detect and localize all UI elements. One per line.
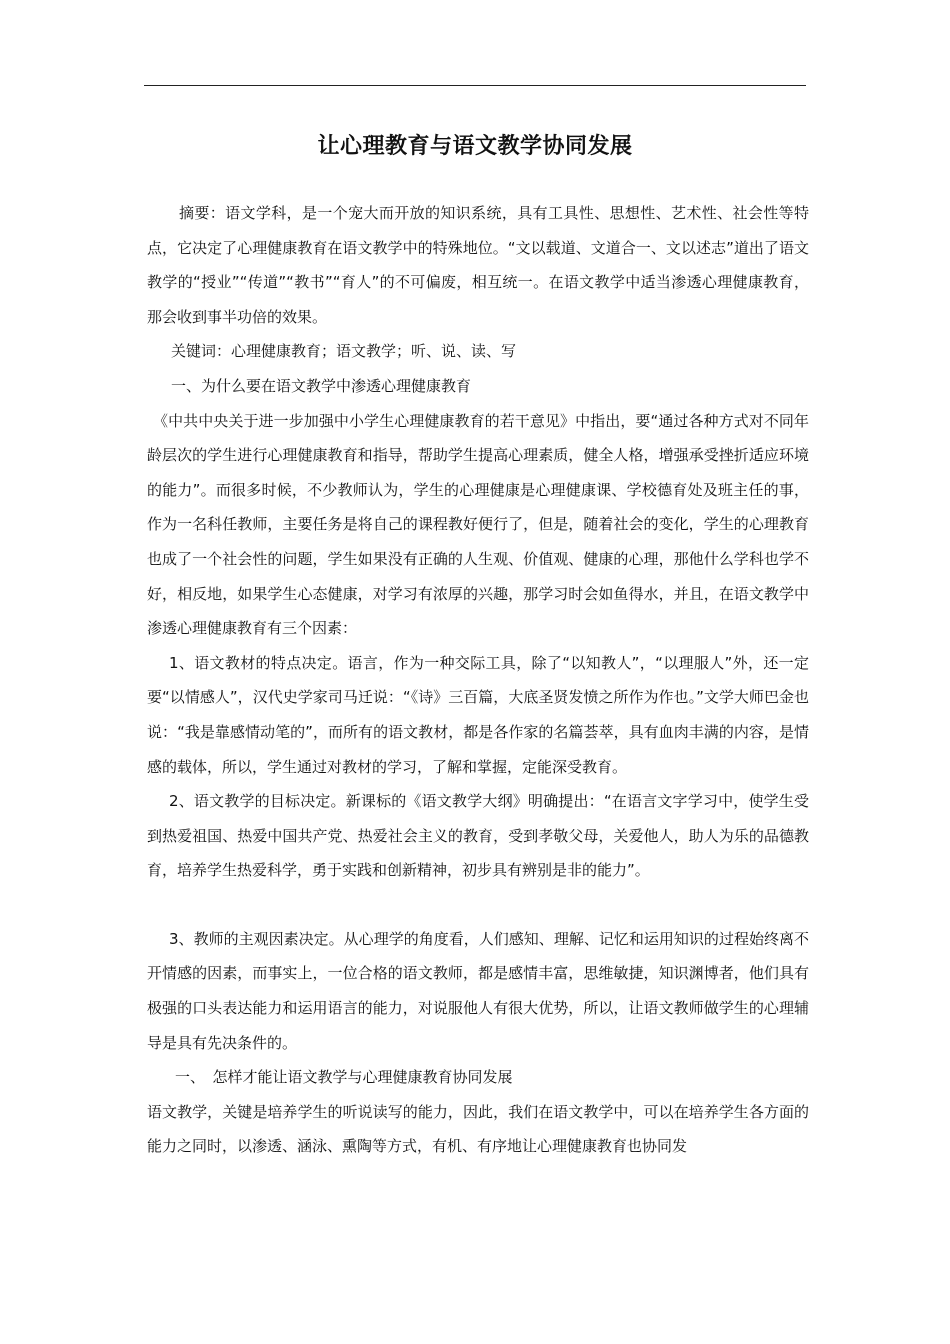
factor-1-paragraph: 1、语文教材的特点决定。语言，作为一种交际工具，除了“以知教人”，“以理服人”外，还一定要“以情感人”，汉代史学家司马迁说：“《诗》三百篇，大底圣贤发愤之所作为作也。”文学大师巴金也说：“我是靠感情动笔的”，而所有的语文教材，都是各作家的名篇荟萃，具有血肉丰满的内容，是情感的载体，所以，学生通过对教材的学习，了解和掌握，定能深受教育。 [147, 653, 809, 776]
document-body [147, 196, 809, 1164]
abstract-paragraph: 摘要：语文学科，是一个宠大而开放的知识系统，具有工具性、思想性、艺术性、社会性等特点，它决定了心理健康教育在语文教学中的特殊地位。“文以载道、文道合一、文以述志”道出了语文教学的“授业”“传道”“教书”“育人”的不可偏废，相互统一。在语文教学中适当渗透心理健康教育，那会收到事半功倍的效果。 [147, 204, 809, 326]
keywords-paragraph: 关键词：心理健康教育；语文教学；听、说、读、写 [171, 342, 517, 361]
section-2-body: 语文教学，关键是培养学生的听说读写的能力，因此，我们在语文教学中，可以在培养学生各方面的能力之同时，以渗透、涵泳、熏陶等方式，有机、有序地让心理健康教育也协同发 [147, 1102, 809, 1156]
header-rule [144, 85, 806, 86]
factor-2-paragraph: 2、语文教学的目标决定。新课标的《语文教学大纲》明确提出：“在语言文字学习中，使学生受到热爱祖国、热爱中国共产党、热爱社会主义的教育，受到孝敬父母，关爱他人，助人为乐的品德教育，培养学生热爱科学，勇于实践和创新精神，初步具有辨别是非的能力”。 [147, 792, 809, 880]
factor-3-paragraph: 3、教师的主观因素决定。从心理学的角度看，人们感知、理解、记忆和运用知识的过程始终离不开情感的因素，而事实上，一位合格的语文教师，都是感情丰富，思维敏捷，知识渊博者，他们具有极强的口头表达能力和运用语言的能力，对说服他人有很大优势，所以，让语文教师做学生的心理辅导是具有先决条件的。 [147, 929, 809, 1052]
section-1-heading: 一、为什么要在语文教学中渗透心理健康教育 [171, 376, 472, 395]
section-2-heading: 一、 怎样才能让语文教学与心理健康教育协同发展 [175, 1068, 513, 1087]
document-title: 让心理教育与语文教学协同发展 [317, 134, 633, 159]
section-1-body: 《中共中央关于进一步加强中小学生心理健康教育的若干意见》中指出，要“通过各种方式对不同年龄层次的学生进行心理健康教育和指导，帮助学生提高心理素质，健全人格，增强承受挫折适应环境的能力”。而很多时候，不少教师认为，学生的心理健康是心理健康课、学校德育处及班主任的事，作为一名科任教师，主要任务是将自己的课程教好便行了，但是，随着社会的变化，学生的心理教育也成了一个社会性的问题，学生如果没有正确的人生观、价值观、健康的心理，那他什么学科也学不好，相反地，如果学生心态健康，对学习有浓厚的兴趣，那学习时会如鱼得水，并且，在语文教学中渗透心理健康教育有三个因素： [147, 411, 809, 638]
paragraph-gap [147, 888, 809, 922]
